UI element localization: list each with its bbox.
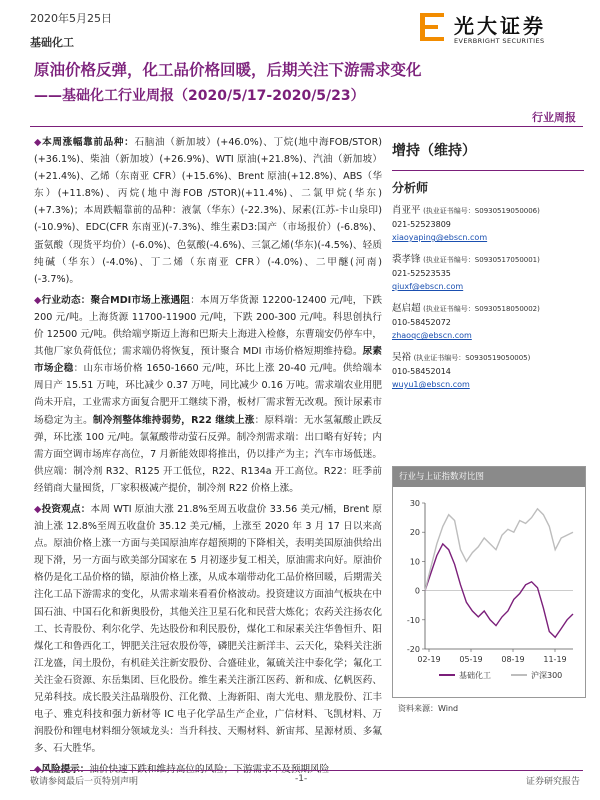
logo-cn: 光大证券	[454, 14, 546, 38]
footer-disclaimer: 敬请参阅最后一页特别声明	[30, 777, 139, 787]
footer-divider	[30, 770, 583, 771]
y-tick-label: 20	[409, 528, 420, 538]
y-tick-label: 30	[409, 499, 420, 508]
analyst-email[interactable]: zhaoqc@ebscn.com	[392, 331, 472, 340]
analyst-cert: (执业证书编号：S0930519050006)	[423, 207, 540, 215]
report-title: 原油价格反弹，化工品价格回暖，后期关注下游需求变化	[34, 61, 422, 79]
y-tick-label: -20	[406, 645, 420, 654]
view-label: 投资观点：	[41, 503, 91, 515]
analyst-cert: (执业证书编号：S0930517050001)	[423, 256, 540, 264]
analyst-phone: 010-58452014	[392, 367, 451, 376]
chart-title: 行业与上证指数对比图	[393, 467, 585, 487]
sidebar	[392, 134, 584, 400]
report-date: 2020年5月25日	[30, 12, 112, 25]
y-tick-label: -10	[406, 615, 420, 625]
title-divider	[30, 126, 583, 127]
bullet-diamond-icon: ◆	[34, 137, 43, 148]
x-tick-label: 02-19	[417, 655, 441, 664]
analyst-name: 赵启超	[392, 303, 421, 314]
rating-divider	[392, 170, 584, 171]
report-type: 行业周报	[532, 111, 576, 124]
chart-plot	[393, 487, 583, 695]
urea-text: ：山东市场价格 1650-1660 元/吨，环比上涨 20-40 元/吨。供给端本周日产 15.51 万吨，环比减少 0.37 万吨，同比减少 0.16 万吨。需求端农业用肥尚未开启，工业需求方面复合肥开工继续下滑，板材厂需求暂无改观。预计尿素市场稳定为主。	[34, 363, 382, 426]
rating: 增持（维持）	[392, 143, 476, 159]
view-text: 本周 WTI 原油大涨 21.8%至周五收盘价 33.56 美元/桶，Brent 原油上涨 12.8%至周五收盘价 35.12 美元/桶，上涨至 2020 年 3 月 17 日以来高点。原油价格上涨一方面与美国原油库存超预期的下降相关，表明美国原油供给出现下滑，另一方面与欧美部分国家在 5 月初逐步复工相关，原油需求向好。原油价格仍是化工品价格的锚，原油价格上涨，从成本端带动化工品价格回暖，后期需关注化工品下游需求的变化，从需求端来看看价格波动。投资建议方面油气板块在中国石油、中国石化和新奥股份，其他关注卫星石化和民营大炼化；农药关注扬农化工、长青股份、利尔化学、先达股份和利民股份，煤化工和尿素关注华鲁恒升、阳煤化工和鲁西化工，钾肥关注冠农股份等，磷肥关注新洋丰、云天化，染料关注浙江龙盛，闰土股份，有机硅关注新安股份、合盛硅业，氟硫关注中泰化学；氟化工关注金石资源、东岳集团、巨化股份。维生素关注浙江医药、新和成、亿帆医药、兄弟科技。成长股关注晶瑞股份、江化微、上海新阳、南大光电、鼎龙股份、江丰电子、雅克科技和强力新材等 IC 电子化学品生产企业，广信材料、飞凯材料、万润股份和锂电材料细分领域龙头：当升科技、天赐材料、新宙邦、星源材质、多氟多、石大胜华。	[34, 503, 382, 755]
x-tick-label: 08-19	[501, 655, 525, 664]
everbright-logo-icon	[418, 10, 448, 44]
risk-warning	[34, 761, 382, 774]
industry-dynamics	[34, 292, 382, 497]
legend-label: 沪深300	[531, 671, 563, 680]
refrigerant-heading: 制冷剂整体维持弱势，R22 继续上涨	[92, 414, 255, 426]
analyst-cert: (执业证书编号：S0930518050002)	[423, 305, 540, 313]
analyst-email[interactable]: wuyu1@ebscn.com	[392, 380, 470, 389]
investment-view	[34, 501, 382, 757]
x-tick-label: 11-19	[543, 655, 567, 664]
analyst-cert: (执业证书编号：S0930519050005)	[413, 354, 531, 362]
analyst-name: 吴裕	[392, 352, 412, 363]
comparison-chart	[392, 466, 586, 698]
logo-en: EVERBRIGHT SECURITIES	[454, 37, 545, 45]
weekly-price-movers	[34, 134, 382, 288]
mdi-heading: 聚合MDI市场上涨遇阻	[90, 294, 191, 306]
y-tick-label: 10	[409, 557, 420, 567]
analyst-phone: 010-58452072	[392, 318, 451, 327]
analyst-email[interactable]: xiaoyaping@ebscn.com	[392, 233, 488, 242]
report-summary	[34, 134, 382, 774]
movers-label: 本周涨幅靠前品种：	[42, 137, 135, 148]
analyst-card	[392, 302, 584, 342]
analyst-phone: 021-52523535	[392, 269, 451, 278]
analyst-card	[392, 351, 584, 391]
analyst-card	[392, 204, 584, 244]
everbright-logo	[418, 10, 583, 48]
report-subtitle: ——基础化工行业周报（2020/5/17-2020/5/23）	[34, 88, 365, 104]
mdi-text: ：本周万华货源 12200-12400 元/吨，下跌 200 元/吨。上海货源 11700-11900 元/吨，下跌 200-300 元/吨。科思创执行价 12500 元/吨。供给端亨斯迈上海和巴斯夫上海进入检修，东曹瑞安仍停车中，其他厂家负荷低位；需求端仍将恢复，预计聚合 MDI 市场价格短期维持稳。	[34, 294, 382, 358]
analyst-email[interactable]: qiuxf@ebscn.com	[392, 282, 464, 291]
series-line-1	[425, 509, 573, 591]
analyst-phone: 021-52523809	[392, 220, 451, 229]
page-number: -1-	[295, 774, 308, 784]
analyst-card	[392, 253, 584, 293]
movers-text: 石脑油（新加坡）(+46.0%)、丁烷(地中海FOB/STOR)(+36.1%)、柴油（新加坡）(+26.9%)、WTI 原油(+21.8%)、汽油（新加坡）(+21.4%)、乙烯（东南亚 CFR）(+15.6%)、Brent 原油(+12.8%)、ABS（华东）(+11.8%)、丙烷(地中海FOB /STOR)(+11.4%)、二氯甲烷(华东) (+7.3%)；本周跌幅靠前的品种：液氯（华东）(-22.3%)、尿素(江苏-卡山泉印)(-10.9%)、EDC(CFR 东南亚)(-7.3%)、维生素D3:国产（市场报价）(-6.8%)、蛋氨酸（现货平均价）(-6.0%)、色氨酸(-4.6%)、三氯乙烯(华东)(-4.5%)、轻质纯碱（华东）(-4.0%)、丁二烯（东南亚 CFR）(-4.0%)、二甲醚(河南) (-3.7%)。	[34, 137, 382, 285]
analyst-name: 肖亚平	[392, 205, 421, 216]
analyst-name: 裘孝锋	[392, 254, 421, 265]
chart-source: 资料来源：Wind	[398, 704, 459, 713]
y-tick-label: 0	[414, 586, 420, 596]
footer-report-type: 证券研究报告	[526, 777, 581, 787]
bullet-diamond-icon: ◆	[34, 294, 42, 306]
dynamics-label: 行业动态：	[41, 294, 91, 306]
industry-category: 基础化工	[30, 36, 74, 49]
x-tick-label: 05-19	[459, 655, 483, 664]
legend-label: 基础化工	[459, 671, 491, 680]
analysts-heading: 分析师	[392, 181, 429, 195]
urea-heading: 尿素市场企稳	[34, 346, 382, 375]
bullet-diamond-icon: ◆	[34, 503, 42, 515]
refrigerant-text: ：原料端：无水氢氟酸止跌反弹，环比涨 100 元/吨。氯氟酸带动萤石反弹。制冷剂需求端：出口略有好转；内需方面空调市场库存高位，7 月新能效即将推出，仍以排产为主；汽车市场低迷。供应端：制冷剂 R32、R125 开工低位，R22、R134a 开工高位。R22：旺季前经销商大量囤货，厂家积极减产提价，制冷剂 R22 价格上涨。	[34, 414, 382, 494]
